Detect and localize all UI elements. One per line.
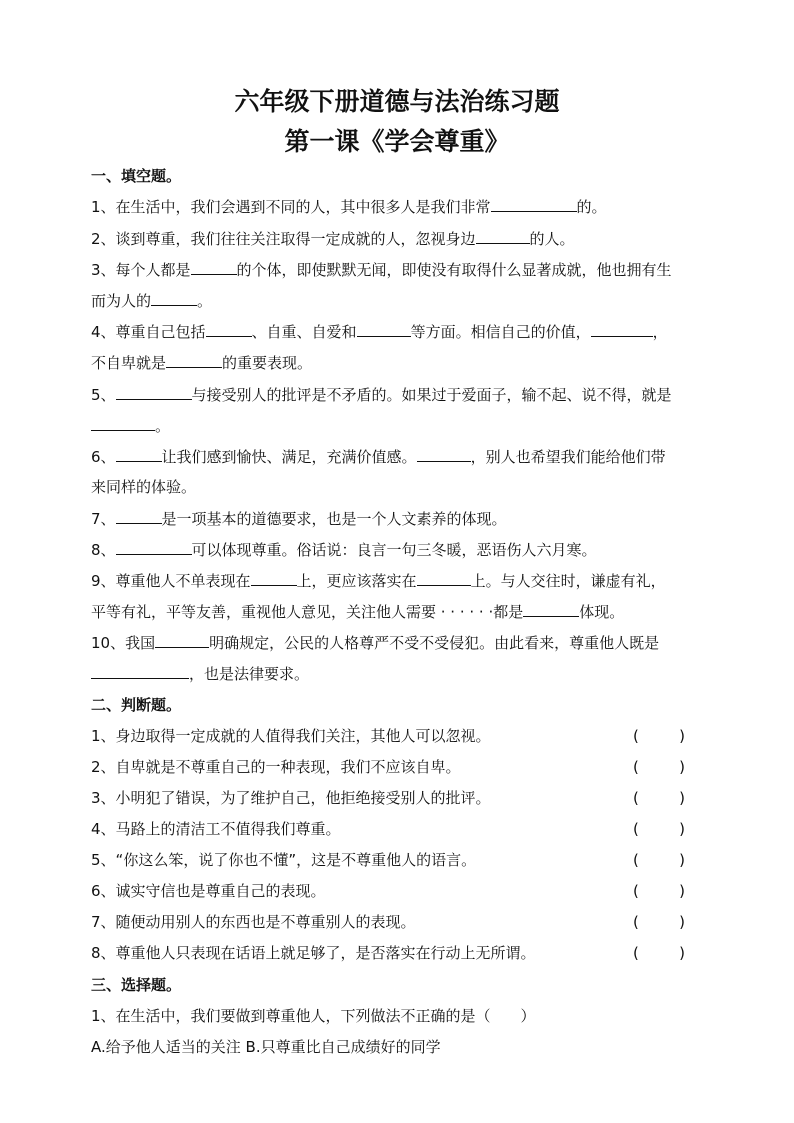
answer-parentheses[interactable]: ( ) — [633, 820, 685, 838]
answer-parentheses[interactable]: ( ) — [633, 789, 685, 807]
judge-question-6: 6、诚实守信也是尊重自己的表现。 — [91, 882, 326, 900]
fill-question-7: 7、 是一项基本的道德要求，也是一个人文素养的体现。 — [91, 510, 507, 528]
answer-parentheses[interactable]: ( ) — [633, 944, 685, 962]
fill-question-9-cont: 平等有礼，平等友善，重视他人意见，关注他人需要 · · · · · ·都是 体现。 — [91, 603, 625, 621]
answer-blank[interactable] — [166, 353, 222, 368]
fill-question-10: 10、我国 明确规定，公民的人格尊严不受不受侵犯。由此看来，尊重他人既是 — [91, 634, 660, 652]
worksheet-title: 六年级下册道德与法治练习题 — [234, 87, 560, 116]
answer-blank[interactable] — [476, 229, 530, 244]
fill-question-8: 8、 可以体现尊重。俗话说：良言一句三冬暖，恶语伤人六月寒。 — [91, 541, 597, 559]
fill-question-10-cont: ，也是法律要求。 — [91, 664, 716, 683]
fill-question-1: 1、在生活中，我们会遇到不同的人，其中很多人是我们非常 的。 — [91, 198, 607, 216]
fill-question-6-cont: 来同样的体验。 — [91, 478, 197, 496]
judge-question-5: 5、“你这么笨，说了你也不懂”，这是不尊重他人的语言。 — [91, 851, 477, 869]
answer-blank[interactable] — [151, 291, 197, 306]
answer-parentheses[interactable]: ( ) — [633, 851, 685, 869]
answer-blank[interactable] — [417, 447, 471, 462]
fill-question-3-cont: 而为人的 。 — [91, 292, 213, 310]
fill-question-6: 6、 让我们感到愉快、满足，充满价值感。 ，别人也希望我们能给他们带 — [91, 448, 666, 466]
fill-question-5-cont: 。 — [91, 416, 716, 435]
answer-blank[interactable] — [155, 633, 209, 648]
choice-question-1-options: A.给予他人适当的关注 B.只尊重比自己成绩好的同学 — [91, 1038, 441, 1056]
fill-question-5: 5、 与接受别人的批评是不矛盾的。如果过于爱面子，输不起、说不得，就是 — [91, 386, 672, 404]
judge-question-4: 4、马路上的清洁工不值得我们尊重。 — [91, 820, 341, 838]
fill-question-9: 9、尊重他人不单表现在 上，更应该落实在 上。与人交往时，谦虚有礼， — [91, 572, 666, 590]
answer-blank[interactable] — [523, 602, 579, 617]
judge-question-1: 1、身边取得一定成就的人值得我们关注，其他人可以忽视。 — [91, 727, 491, 745]
judge-question-3: 3、小明犯了错误，为了维护自己，他拒绝接受别人的批评。 — [91, 789, 491, 807]
answer-parentheses[interactable]: ( ) — [633, 913, 685, 931]
choice-question-1: 1、在生活中，我们要做到尊重他人，下列做法不正确的是（ ） — [91, 1007, 536, 1025]
lesson-title: 第一课《学会尊重》 — [284, 127, 510, 156]
fill-question-2: 2、谈到尊重，我们往往关注取得一定成就的人，忽视身边 的人。 — [91, 230, 575, 248]
fill-question-4-cont: 不自卑就是 的重要表现。 — [91, 354, 313, 372]
answer-blank[interactable] — [206, 322, 252, 337]
fill-question-4: 4、尊重自己包括 、自重、自爱和 等方面。相信自己的价值， ， — [91, 323, 668, 341]
answer-blank[interactable] — [191, 260, 237, 275]
answer-blank[interactable] — [91, 664, 189, 679]
answer-blank[interactable] — [116, 509, 162, 524]
section-heading-judge: 二、判断题。 — [91, 696, 182, 714]
section-heading-fill: 一、填空题。 — [91, 167, 182, 185]
answer-blank[interactable] — [116, 540, 192, 555]
answer-blank[interactable] — [116, 447, 162, 462]
answer-parentheses[interactable]: ( ) — [633, 727, 685, 745]
fill-question-3: 3、每个人都是 的个体，即使默默无闻，即使没有取得什么显著成就，他也拥有生 — [91, 261, 672, 279]
answer-blank[interactable] — [591, 322, 653, 337]
answer-blank[interactable] — [491, 197, 577, 212]
answer-blank[interactable] — [357, 322, 411, 337]
answer-blank[interactable] — [116, 385, 192, 400]
section-heading-choice: 三、选择题。 — [91, 976, 182, 994]
answer-blank[interactable] — [91, 416, 155, 431]
judge-question-2: 2、自卑就是不尊重自己的一种表现，我们不应该自卑。 — [91, 758, 461, 776]
answer-parentheses[interactable]: ( ) — [633, 758, 685, 776]
answer-parentheses[interactable]: ( ) — [633, 882, 685, 900]
judge-question-8: 8、尊重他人只表现在话语上就足够了，是否落实在行动上无所谓。 — [91, 944, 536, 962]
judge-question-7: 7、随便动用别人的东西也是不尊重别人的表现。 — [91, 913, 416, 931]
answer-blank[interactable] — [251, 571, 297, 586]
answer-blank[interactable] — [417, 571, 471, 586]
